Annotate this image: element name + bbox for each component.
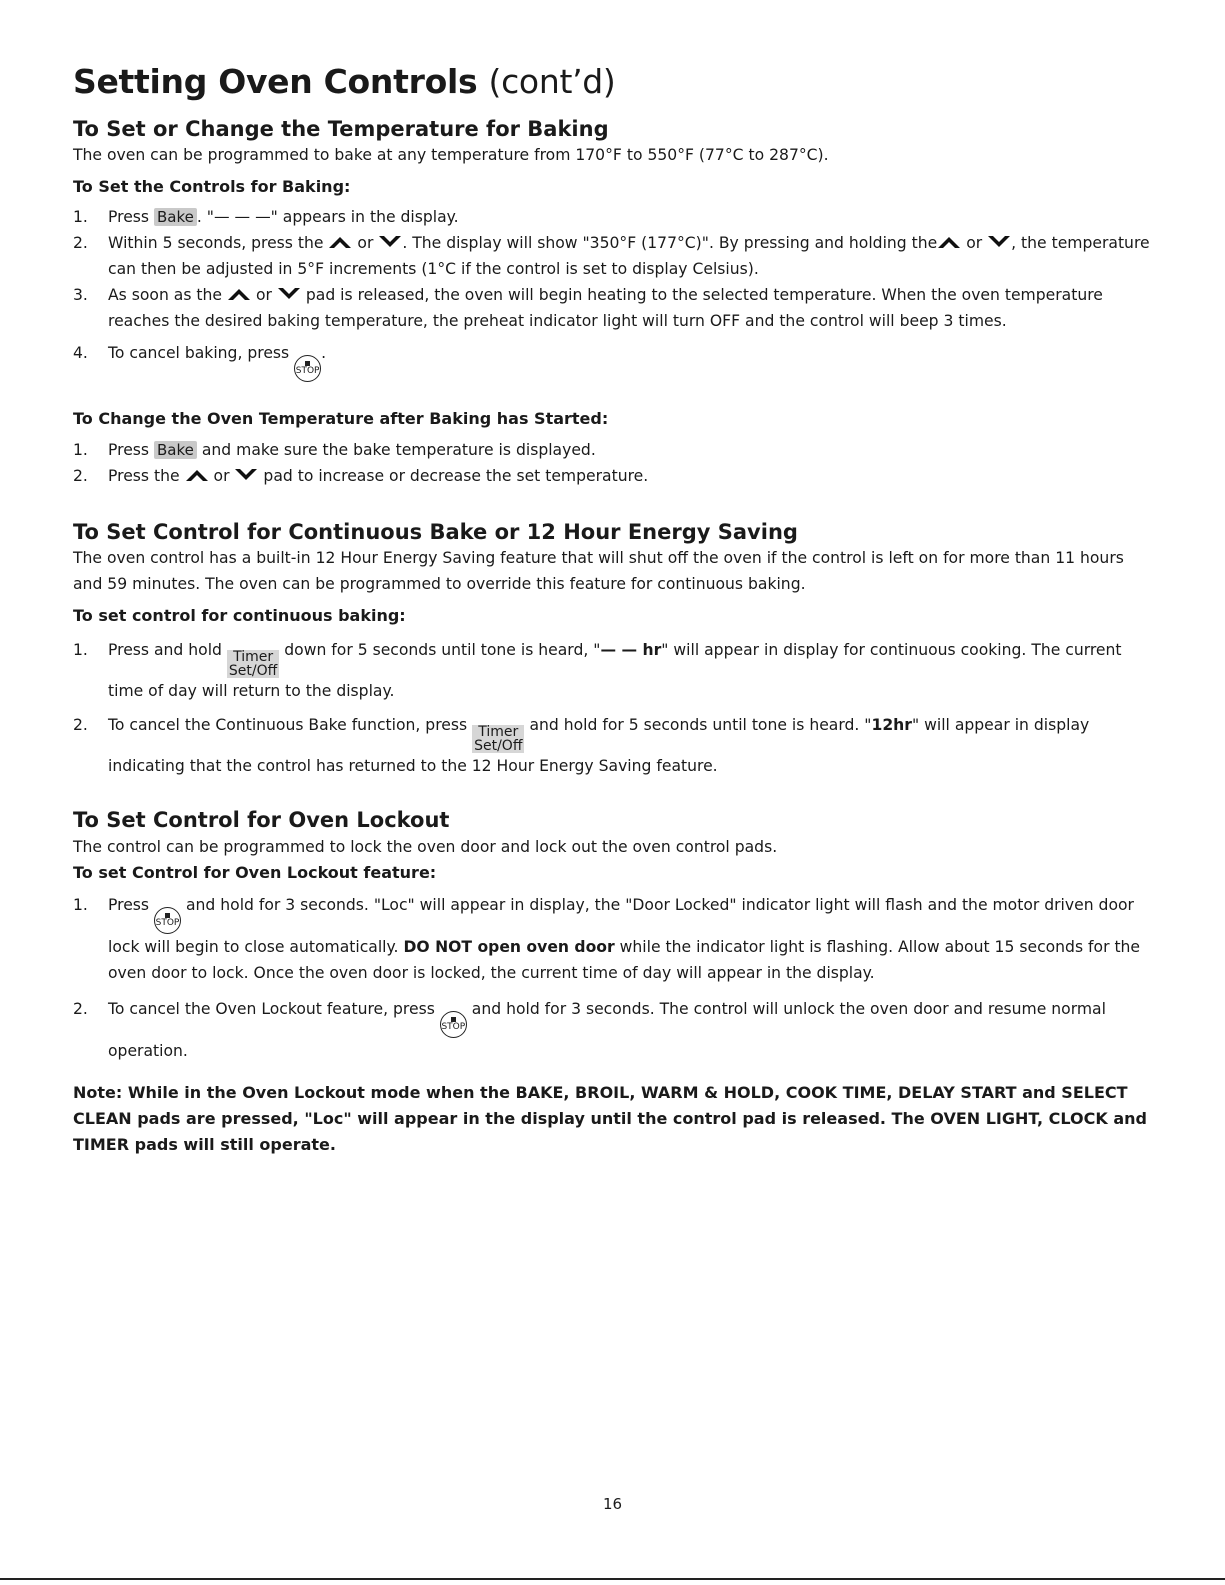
- manual-page: [73, 62, 1153, 1158]
- step-number: 3.: [73, 286, 88, 305]
- text: pad to increase or decrease the set temperature.: [263, 466, 649, 485]
- section-title-continuous: To Set Control for Continuous Bake or 12 Hour Energy Saving: [73, 519, 798, 544]
- up-arrow-icon: [185, 468, 209, 482]
- down-arrow-icon: [378, 235, 402, 249]
- text: To cancel the Continuous Bake function, press: [108, 716, 468, 735]
- text: Press the: [108, 466, 180, 485]
- text: and hold for 3 seconds. "Loc" will appear in display, the "Door Locked" indicator light will flash and the motor driven door lock will begin to close automatically.: [108, 895, 1134, 956]
- stop-pad-icon: [440, 1011, 467, 1038]
- text: To cancel baking, press: [108, 344, 290, 363]
- subsection-title-lockout: To set Control for Oven Lockout feature:: [73, 862, 437, 882]
- text: Within 5 seconds, press the: [108, 234, 324, 253]
- section-baking: [73, 116, 1153, 489]
- text: Press and hold: [108, 641, 222, 660]
- text: Press: [108, 208, 150, 227]
- list-item: [73, 637, 1153, 704]
- subsection-title-change-temp: To Change the Oven Temperature after Baking has Started:: [73, 409, 609, 429]
- list-item: [73, 204, 1153, 230]
- text: Press: [108, 895, 150, 914]
- text: " will appear in display for continuous cooking. The current time of day will return to the display.: [108, 641, 1122, 701]
- timer-label: Timer: [233, 649, 274, 666]
- page-number: 16: [602, 1495, 623, 1513]
- list-item: [73, 340, 1153, 382]
- lockout-steps: [73, 892, 1153, 1064]
- step-number: 2.: [73, 999, 88, 1018]
- set-off-label: Set/Off: [228, 663, 278, 680]
- text: and make sure the bake temperature is displayed.: [201, 440, 596, 459]
- text: pad is released, the oven will begin heating to the selected temperature. When the oven temperature reaches the desired baking temperature, the preheat indicator light will turn OFF and the control will beep 3 times.: [108, 286, 1103, 331]
- list-item: [73, 712, 1153, 779]
- page-title-suffix: (cont’d): [488, 62, 616, 101]
- text: , the temperature can then be adjusted in 5°F increments (1°C if the control is set to display Celsius).: [108, 234, 1150, 279]
- stop-pad-icon: [154, 907, 181, 934]
- continuous-steps: [73, 637, 1153, 779]
- text: while the indicator light is flashing. Allow about 15 seconds for the oven door to lock. Once the oven door is locked, the current time of day will appear in the display.: [108, 937, 1141, 982]
- timer-pad-icon: [472, 725, 524, 753]
- list-item: [73, 996, 1153, 1064]
- section-title-baking: To Set or Change the Temperature for Baking: [73, 116, 609, 141]
- stop-pad-icon: [294, 355, 321, 382]
- continuous-intro: The oven control has a built-in 12 Hour Energy Saving feature that will shut off the oven if the control is left on for more than 11 hours and 59 minutes. The oven can be programmed to override this feature for continuous baking.: [73, 548, 1124, 593]
- up-arrow-icon: [937, 235, 961, 249]
- bake-pad-icon: Bake: [154, 208, 197, 226]
- text: or: [357, 234, 374, 253]
- step-number: 1.: [73, 208, 88, 227]
- subsection-title-continuous: To set control for continuous baking:: [73, 605, 406, 625]
- up-arrow-icon: [227, 287, 251, 301]
- down-arrow-icon: [277, 287, 301, 301]
- text: or: [213, 466, 230, 485]
- timer-label: Timer: [478, 724, 519, 741]
- text: .: [321, 344, 327, 363]
- subsection-title-set-controls: To Set the Controls for Baking:: [73, 176, 351, 196]
- baking-intro: The oven can be programmed to bake at any temperature from 170°F to 550°F (77°C to 287°C).: [73, 145, 829, 164]
- section-continuous-bake: [73, 519, 1153, 780]
- list-item: [73, 282, 1153, 334]
- up-arrow-icon: [328, 235, 352, 249]
- list-item: [73, 230, 1153, 282]
- page-title: [73, 62, 1153, 102]
- warning-text: DO NOT open oven door: [403, 937, 615, 956]
- timer-pad-icon: [227, 650, 279, 678]
- step-number: 1.: [73, 440, 88, 459]
- stop-label: STOP: [441, 1021, 466, 1032]
- text: As soon as the: [108, 286, 223, 305]
- set-off-label: Set/Off: [474, 738, 523, 755]
- text: or: [255, 286, 272, 305]
- stop-label: STOP: [155, 917, 180, 928]
- step-number: 1.: [73, 641, 88, 660]
- step-number: 4.: [73, 344, 88, 363]
- lockout-note: Note: While in the Oven Lockout mode when the BAKE, BROIL, WARM & HOLD, COOK TIME, DELAY START and SELECT CLEAN pads are pressed, "Loc" will appear in the display until the control pad is released. The OVEN LIGHT, CLOCK and TIMER pads will still operate.: [73, 1082, 1147, 1154]
- display-text: 12hr: [871, 716, 912, 735]
- text: and hold for 5 seconds until tone is heard. ": [529, 716, 872, 735]
- list-item: [73, 892, 1153, 986]
- list-item: [73, 437, 1153, 463]
- lockout-intro: The control can be programmed to lock the oven door and lock out the oven control pads.: [73, 837, 778, 856]
- step-number: 2.: [73, 234, 88, 253]
- step-number: 2.: [73, 716, 88, 735]
- section-title-lockout: To Set Control for Oven Lockout: [73, 808, 450, 833]
- bottom-rule: [0, 1578, 1225, 1580]
- text: . "— — —" appears in the display.: [196, 208, 459, 227]
- text: or: [966, 234, 983, 253]
- text: and hold for 3 seconds. The control will unlock the oven door and resume normal operation.: [108, 999, 1106, 1060]
- step-number: 2.: [73, 466, 88, 485]
- baking-steps: [73, 204, 1153, 382]
- list-item: [73, 463, 1153, 489]
- text: " will appear in display indicating that the control has returned to the 12 Hour Energy Saving feature.: [108, 716, 1090, 776]
- text: down for 5 seconds until tone is heard, ": [284, 641, 601, 660]
- down-arrow-icon: [987, 235, 1011, 249]
- section-oven-lockout: [73, 807, 1153, 1158]
- text: Press: [108, 440, 150, 459]
- display-text: — — hr: [600, 641, 662, 660]
- page-title-main: Setting Oven Controls: [73, 62, 478, 101]
- text: . The display will show "350°F (177°C)". By pressing and holding the: [402, 234, 938, 253]
- step-number: 1.: [73, 895, 88, 914]
- down-arrow-icon: [234, 468, 258, 482]
- stop-label: STOP: [295, 366, 320, 377]
- change-steps: [73, 437, 1153, 489]
- text: To cancel the Oven Lockout feature, press: [108, 999, 435, 1018]
- bake-pad-icon: Bake: [154, 441, 197, 459]
